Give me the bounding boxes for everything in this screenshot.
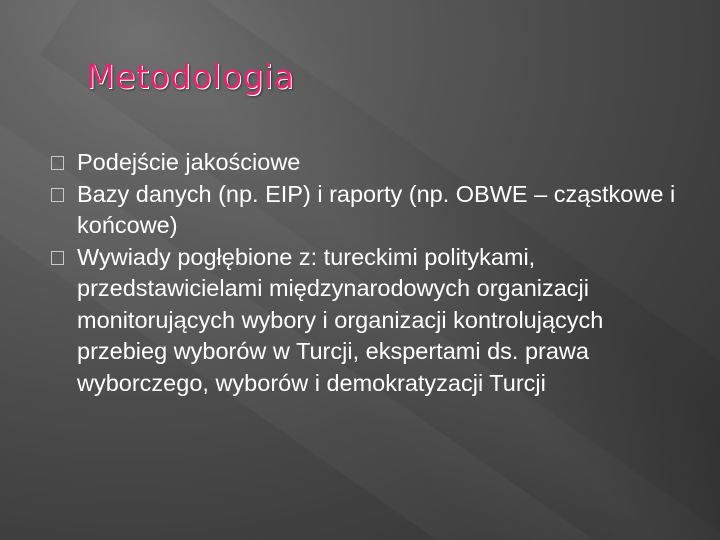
bullet-text: Bazy danych (np. EIP) i raporty (np. OBWE – cząstkowe i końcowe) xyxy=(77,180,676,238)
bullet-item xyxy=(50,242,700,400)
bullet-text: Wywiady pogłębione z: tureckimi politykami, przedstawicielami międzynarodowych organizacji monitorujących wybory i organizacji kontrolujących przebieg wyborów w Turcji, ekspertami ds. prawa wyborczego, wyborów i demokratyzacji Turcji xyxy=(77,243,604,396)
bullet-item xyxy=(50,179,700,242)
slide-title: Metodologia xyxy=(86,57,295,96)
bullet-text: Podejście jakościowe xyxy=(77,149,301,175)
bullet-item xyxy=(50,147,700,179)
bullet-list xyxy=(50,147,700,399)
hollow-square-bullet-icon xyxy=(51,188,64,202)
hollow-square-bullet-icon xyxy=(51,156,64,170)
hollow-square-bullet-icon xyxy=(51,251,64,265)
